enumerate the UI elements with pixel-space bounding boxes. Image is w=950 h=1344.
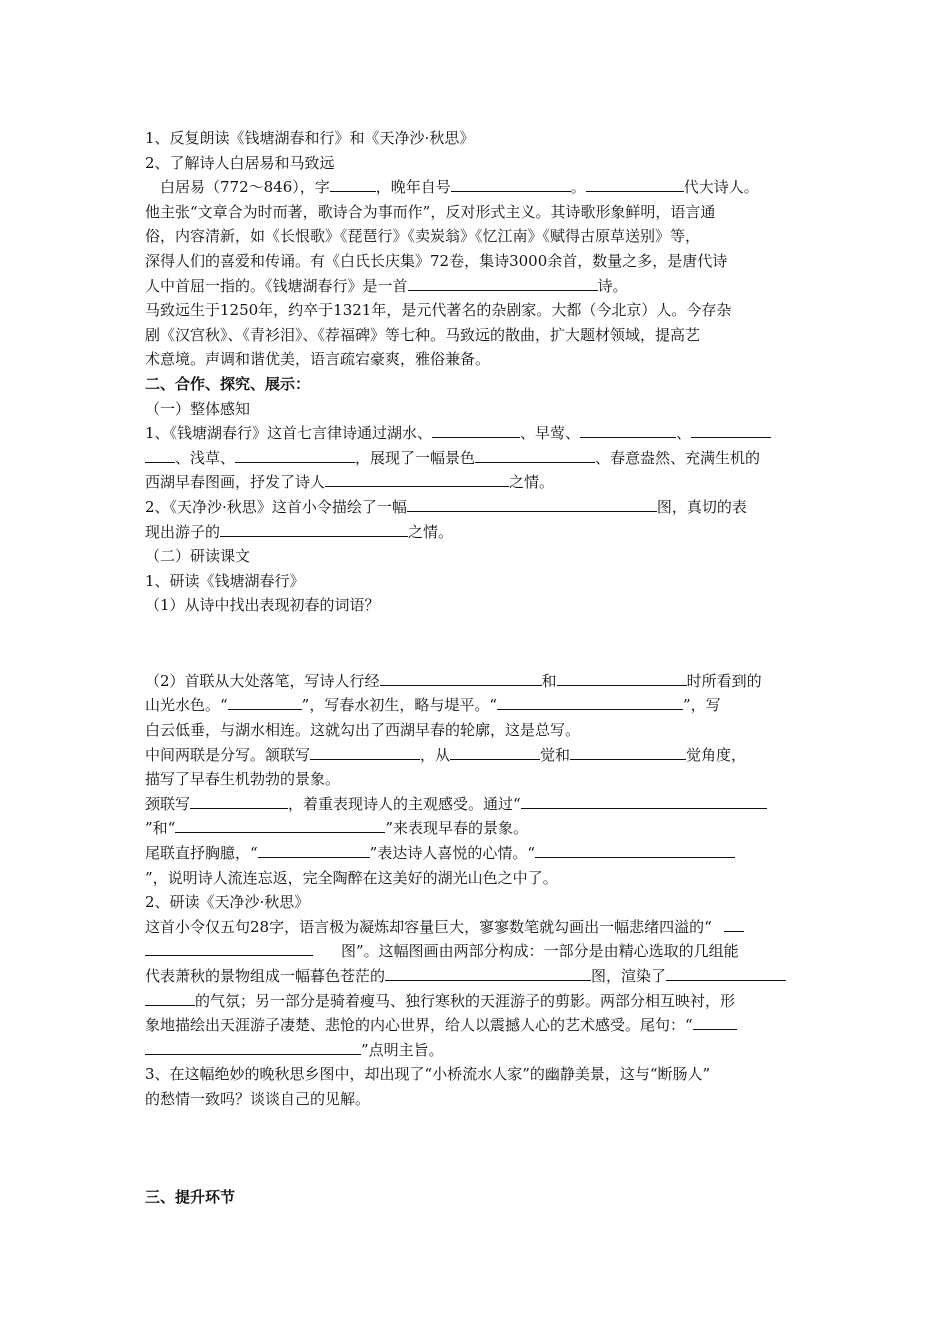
study-1-q2-line-5: 描写了早春生机勃勃的景象。 [145, 770, 341, 789]
blank-neck-couplet[interactable] [190, 794, 288, 809]
blank-quote-1[interactable] [228, 695, 302, 710]
answer-space-2[interactable] [145, 1112, 825, 1185]
study-1-q2-line-3: 白云低垂，与湖水相连。这就勾出了西湖早春的轮廓，这是总写。 [145, 721, 581, 740]
blank-mood[interactable] [145, 941, 313, 956]
blank-middle-couplet[interactable] [310, 745, 420, 760]
section-3-heading: 三、提升环节 [145, 1187, 236, 1206]
study-1-q2-line-7: ”和“ ”来表现早春的景象。 [145, 819, 529, 838]
study-2-line-4: 的气氛；另一部分是骑着瘦马、独行寒秋的天涯游子的剪影。两部分相互映衬，形 [145, 989, 825, 1014]
blank-quote-3[interactable] [521, 794, 767, 809]
blank-poet-feeling[interactable] [325, 472, 509, 487]
blank-poem-type[interactable] [408, 276, 598, 291]
study-2-line-6: ”点明主旨。 [145, 1038, 825, 1063]
task-1: 1、反复朗读《钱塘湖春和行》和《天净沙·秋思》 [145, 129, 475, 147]
perception-q2-line-1: 2、《天净沙·秋思》这首小令描绘了一幅 图，真切的表 [145, 497, 747, 516]
blank-quote-4[interactable] [175, 818, 385, 833]
study-2-line-1: 这首小令仅五句28字，语言极为凝炼却容量巨大，寥寥数笔就勾画出一幅悲绪四溢的“ [145, 915, 825, 940]
answer-space-1[interactable] [145, 618, 825, 669]
blank-sense-2[interactable] [570, 745, 686, 760]
perception-q1-line-1: 1、《钱塘湖春行》这首七言律诗通过湖水、 、早莺、 、 [145, 421, 825, 446]
study-1-q1: （1）从诗中找出表现初春的词语？ [145, 596, 380, 615]
perception-q1-line-2: 、浅草、 ，展现了一幅景色 、春意盎然、充满生机的 [145, 446, 825, 471]
bai-juyi-line-5: 人中首屈一指的。《钱塘湖春行》是一首 诗。 [145, 276, 628, 295]
blank-final-line-start[interactable] [693, 1015, 737, 1030]
ma-zhiyuan-line-1: 马致远生于1250年，约卒于1321年，是元代著名的杂剧家。大都（今北京）人。今存杂 [145, 301, 732, 320]
section-2-heading: 二、合作、探究、展示： [145, 374, 311, 393]
study-1-q2-line-8: 尾联直抒胸臆，“ ”表达诗人喜悦的心情。“ [145, 841, 825, 866]
blank-scene-3[interactable] [691, 423, 771, 438]
subsection-2-heading: （二）研读课文 [145, 547, 251, 566]
blank-scene-2[interactable] [580, 423, 676, 438]
study-3-line-1: 3、在这幅绝妙的晚秋思乡图中，却出现了“小桥流水人家”的幽静美景，这与“断肠人” [145, 1065, 711, 1084]
bai-juyi-line-4: 深得人们的喜爱和传诵。有《白氏长庆集》72卷，集诗3000余首，数量之多，是唐代诗 [145, 251, 728, 270]
blank-courtesy-name[interactable] [330, 177, 376, 192]
blank-dynasty[interactable] [586, 177, 684, 192]
blank-pseudonym[interactable] [451, 177, 571, 192]
study-2-line-3: 代表萧秋的景物组成一幅暮色苍茫的 图，渲染了 [145, 964, 825, 989]
subsection-1-heading: （一）整体感知 [145, 399, 251, 418]
study-1-heading: 1、研读《钱塘湖春行》 [145, 571, 305, 590]
blank-quote-5[interactable] [258, 843, 370, 858]
study-3-line-2: 的愁情一致吗？谈谈自己的见解。 [145, 1089, 371, 1108]
ma-zhiyuan-line-2: 剧《汉宫秋》、《青衫泪》、《荐福碑》等七种。马致远的散曲，扩大题材领域，提高艺 [145, 325, 701, 344]
blank-atmosphere[interactable] [666, 966, 786, 981]
perception-q2-line-2: 现出游子的 之情。 [145, 522, 454, 541]
blank-scene-4[interactable] [235, 448, 355, 463]
study-1-q2-line-6: 颈联写 ，着重表现诗人的主观感受。通过“ [145, 792, 825, 817]
blank-sense-1[interactable] [450, 745, 540, 760]
study-2-line-2: 图”。这幅图画由两部分构成：一部分是由精心选取的几组能 [145, 939, 825, 964]
ma-zhiyuan-line-3: 术意境。声调和谐优美，语言疏宕豪爽，雅俗兼备。 [145, 350, 491, 369]
bai-juyi-intro: 白居易（772～846），字 ，晚年自号 。 代大诗人。 [160, 178, 759, 197]
blank-route-2[interactable] [557, 671, 687, 686]
blank-atmosphere-cont[interactable] [145, 991, 195, 1006]
bai-juyi-line-3: 俗，内容清新，如《长恨歌》《琵琶行》《卖炭翁》《忆江南》《赋得古原草送别》等， [145, 227, 701, 246]
bai-juyi-line-2: 他主张“文章合为时而著，歌诗合为事而作”，反对形式主义。其诗歌形象鲜明，语言通 [145, 202, 716, 221]
task-2: 2、了解诗人白居易和马致远 [145, 153, 335, 172]
blank-quote-2[interactable] [497, 695, 683, 710]
study-1-q2-line-2: 山光水色。“ ”，写春水初生，略与堤平。“ ”，写 [145, 696, 721, 715]
blank-mood-start[interactable] [724, 917, 744, 932]
blank-scene-1[interactable] [432, 423, 520, 438]
blank-scene-3-cont[interactable] [145, 448, 175, 463]
perception-q1-line-3: 西湖早春图画，抒发了诗人 之情。 [145, 473, 555, 492]
study-2-line-5: 象地描绘出天涯游子凄楚、悲怆的内心世界，给人以震撼人心的艺术感受。尾句：“ [145, 1013, 825, 1038]
study-2-heading: 2、研读《天净沙·秋思》 [145, 893, 310, 912]
study-1-q2-line-4: 中间两联是分写。颔联写 ，从 觉和 觉角度， [145, 745, 747, 764]
blank-route-1[interactable] [380, 671, 542, 686]
blank-traveler-feeling[interactable] [220, 522, 408, 537]
study-1-q2-line-1: （2）首联从大处落笔，写诗人行经 和 时所看到的 [145, 671, 762, 690]
blank-picture-type[interactable] [407, 497, 657, 512]
blank-dusk-picture[interactable] [385, 966, 591, 981]
worksheet-content [145, 126, 825, 1209]
blank-final-line[interactable] [145, 1040, 361, 1055]
blank-quote-6[interactable] [535, 843, 735, 858]
study-1-q2-line-9: ”，说明诗人流连忘返，完全陶醉在这美好的湖光山色之中了。 [145, 868, 558, 887]
blank-scenery-quality[interactable] [475, 448, 595, 463]
